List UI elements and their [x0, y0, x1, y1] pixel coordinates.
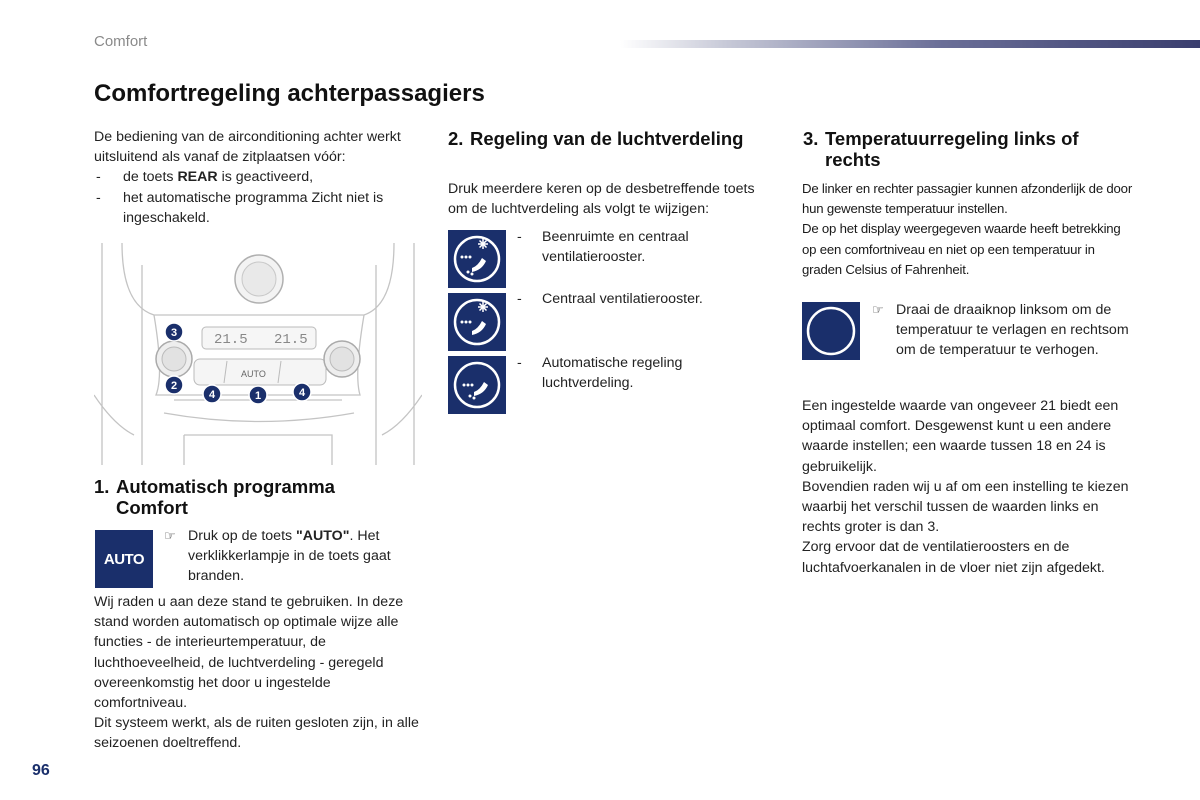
page-number: 96: [32, 762, 50, 779]
intro-text: De bediening van de airconditioning achter werkt uitsluitend als vanaf de zitplaatsen vóór:: [94, 129, 401, 166]
callout-1: 1: [254, 390, 262, 402]
section3-heading: 3. Temperatuurregeling links of rechts: [803, 128, 1079, 170]
callout-2: 2: [170, 380, 178, 392]
temperature-knob-icon: [802, 302, 860, 360]
section3-intro-2: De op het display weergegeven waarde heeft betrekking op een comfortniveau en niet op een temperatuur in graden Celsius of Fahrenheit.: [802, 221, 1121, 277]
auto-button-icon: AUTO: [95, 530, 153, 588]
section2-heading: 2. Regeling van de luchtverdeling: [448, 128, 744, 149]
section1-paragraph: Wij raden u aan deze stand te gebruiken. In deze stand worden automatisch op optimale wijze alle functies - de interieurtemperatuur, de luchthoeveelheid, de luchtverdeling - geregeld overeenkomstig het door u ingestelde comfortniveau.: [94, 594, 404, 712]
section3-paragraph-3: Zorg ervoor dat de ventilatieroosters en de luchtafvoerkanalen in de vloer niet zijn afgedekt.: [802, 539, 1105, 576]
vent-option-1: - Beenruimte en centraal ventilatierooster.: [517, 229, 689, 266]
intro-list-item: - het automatische programma Zicht niet is ingeschakeld.: [94, 188, 424, 228]
section1-note: ☞ Druk op de toets "AUTO". Het verklikkerlampje in de toets gaat branden.: [164, 528, 391, 585]
display-right-value: 21.5: [274, 332, 308, 348]
callout-3: 3: [170, 327, 178, 339]
display-left-value: 21.5: [214, 332, 248, 348]
running-header: Comfort: [94, 33, 148, 50]
vent-center-icon: [448, 293, 506, 351]
section3-paragraph-1: Een ingestelde waarde van ongeveer 21 biedt een optimaal comfort. Desgewenst kunt u een andere waarde instellen; een waarde tussen 18 en 24 is gebruikelijk.: [802, 398, 1119, 475]
climate-panel-illustration: [94, 235, 422, 467]
section1-heading: 1. Automatisch programma Comfort: [94, 476, 335, 518]
intro-list: [94, 167, 424, 228]
page-title: Comfortregeling achterpassagiers: [94, 80, 485, 107]
pointing-hand-icon: ☞: [872, 302, 884, 317]
vent-auto-icon: [448, 356, 506, 414]
intro-block: [94, 127, 424, 228]
section3-note: ☞ Draai de draaiknop linksom om de temperatuur te verlagen en rechtsom om de temperatuur te verhogen.: [872, 302, 1129, 359]
section3-intro-1: De linker en rechter passagier kunnen afzonderlijk de door hun gewenste temperatuur instellen.: [802, 181, 1133, 217]
climate-panel-drawing: [94, 235, 422, 467]
vent-floor-and-center-icon: [448, 230, 506, 288]
vent-option-2: - Centraal ventilatierooster.: [517, 291, 703, 307]
callout-4-left: 4: [208, 389, 216, 401]
section1-paragraph-2: Dit systeem werkt, als de ruiten gesloten zijn, in alle seizoenen doeltreffend.: [94, 715, 419, 752]
section2-intro: Druk meerdere keren op de desbetreffende toets om de luchtverdeling als volgt te wijzigen:: [448, 181, 755, 218]
pointing-hand-icon: ☞: [164, 528, 176, 543]
section3-body: [802, 396, 1132, 578]
vent-option-3: - Automatische regeling luchtverdeling.: [517, 355, 683, 392]
callout-4-right: 4: [298, 387, 306, 399]
header-gradient-bar: [620, 40, 1200, 48]
section1-body: [94, 592, 426, 754]
panel-auto-label: AUTO: [241, 369, 266, 379]
intro-list-item: - de toets REAR is geactiveerd,: [94, 167, 424, 187]
section3-intro: [802, 179, 1132, 280]
section3-paragraph-2: Bovendien raden wij u af om een instelling te kiezen waarbij het verschil tussen de waarden links en rechts groter is dan 3.: [802, 478, 1129, 536]
